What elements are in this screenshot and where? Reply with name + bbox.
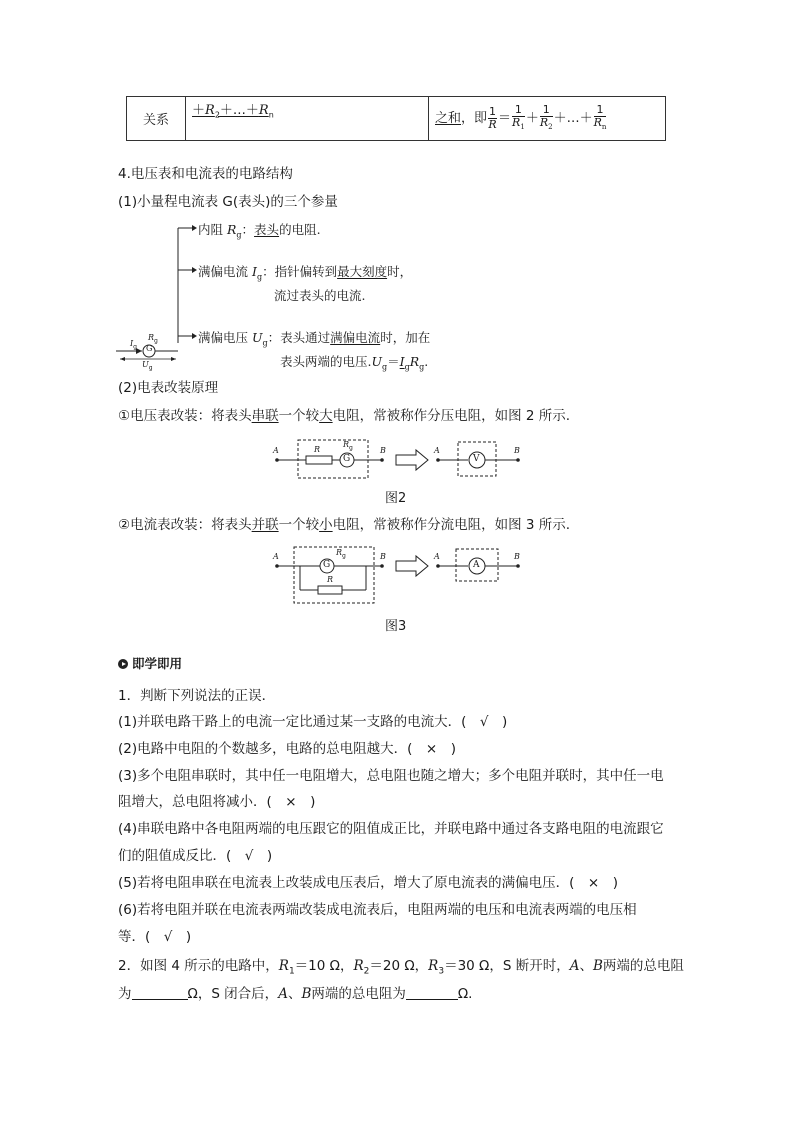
fig3-resistor-label: R (327, 575, 334, 584)
full-scale-current-text-line2: 流过表头的电流. (274, 288, 366, 303)
fig3-node-a: A (273, 552, 279, 561)
voltmeter-symbol: V (473, 454, 480, 464)
fig2-resistor-label: R (314, 445, 321, 454)
relation-label: 关系 (142, 113, 169, 128)
fraction-1-over-R: $\frac{1}{R}$ (488, 105, 497, 131)
figure-3-diagram (270, 544, 530, 606)
fig3-galvanometer-symbol: G (323, 560, 331, 570)
full-scale-current-text: 满偏电流 $I_g$：指针偏转到最大刻度时， (198, 264, 413, 282)
figure-2-caption: 图2 (385, 491, 407, 506)
section-title: 4.电压表和电流表的电路结构 (118, 166, 293, 182)
question-2-line1: 2．如图 4 所示的电路中，$R_1=10$ Ω，$R_2=20$ Ω，$R_3=30$ Ω，S 断开时，A、B两端的总电阻 (118, 958, 684, 977)
fig3-node-a-right: A (434, 552, 440, 561)
figure-3-caption: 图3 (385, 619, 407, 634)
fig2-node-a: A (273, 446, 279, 455)
ug-label: $U_g$ (142, 360, 153, 372)
practice-heading: 即学即用 (118, 654, 182, 672)
series-relation: $+R_2+\dots+R_n$ (192, 103, 274, 120)
subheading-galvanometer: (1)小量程电流表 G(表头)的三个参量 (118, 194, 338, 210)
full-scale-voltage-text: 满偏电压 $U_g$：表头通过满偏电流时，加在 (198, 330, 431, 348)
fig3-node-b-right: B (514, 552, 520, 561)
fig2-node-a-right: A (434, 446, 440, 455)
fig2-rg-label: $R_g$ (343, 440, 353, 452)
statement-2: (2)电路中电阻的个数越多，电路的总电阻越大．( × ) (118, 741, 456, 757)
dots-text: ＋…＋ (553, 111, 593, 126)
statement-4-line2: 们的阻值成反比．( √ ) (118, 848, 273, 864)
fig2-node-b-right: B (514, 446, 520, 455)
comma-text: ，即 (461, 111, 488, 126)
figure-2-diagram (270, 436, 530, 486)
rg-label: $R_g$ (148, 333, 158, 345)
equals-sign: ＝ (498, 111, 512, 126)
relation-table (126, 96, 666, 141)
full-scale-voltage-text-line2: 表头两端的电压$.U_g=I_gR_g$. (280, 354, 429, 372)
fraction-1-over-Rn: $\frac{1}{R_n}$ (593, 102, 607, 132)
fraction-1-over-R2: $\frac{1}{R_2}$ (539, 102, 553, 132)
ammeter-conversion-text: ②电流表改装：将表头并联一个较小电阻，常被称作分流电阻，如图 3 所示. (118, 517, 571, 533)
parallel-relation-prefix: 之和 (435, 111, 462, 126)
statement-6-line1: (6)若将电阻并联在电流表两端改装成电流表后，电阻两端的电压和电流表两端的电压相 (118, 902, 637, 918)
fraction-1-over-R1: $\frac{1}{R_1}$ (512, 102, 525, 132)
question-2-line2: 为 Ω，S 闭合后，A、B两端的总电阻为 Ω. (118, 986, 473, 1002)
question-1: 1．判断下列说法的正误． (118, 688, 276, 704)
answer-blank-1[interactable] (132, 985, 188, 1000)
table-cell-label (127, 97, 186, 141)
ammeter-symbol: A (473, 560, 480, 570)
galvanometer-symbol: G (146, 344, 153, 353)
plus-sign: ＋ (525, 111, 539, 126)
voltmeter-conversion-text: ①电压表改装：将表头串联一个较大电阻，常被称作分压电阻，如图 2 所示. (118, 408, 571, 424)
statement-3-line1: (3)多个电阻串联时，其中任一电阻增大，总电阻也随之增大；多个电阻并联时，其中任一电 (118, 768, 664, 784)
internal-resistance-text: 内阻 $R_g$：表头的电阻. (198, 222, 321, 240)
answer-blank-2[interactable] (406, 985, 458, 1000)
play-bullet-icon (118, 659, 128, 669)
fig2-node-b: B (380, 446, 386, 455)
fig3-node-b: B (380, 552, 386, 561)
table-cell-parallel (429, 97, 666, 141)
statement-3-line2: 阻增大，总电阻将减小．( × ) (118, 794, 316, 810)
subheading-conversion: (2)电表改装原理 (118, 380, 219, 396)
table-cell-series (186, 97, 429, 141)
statement-6-line2: 等．( √ ) (118, 929, 192, 945)
statement-4-line1: (4)串联电路中各电阻两端的电压跟它的阻值成正比，并联电路中通过各支路电阻的电流跟它 (118, 821, 664, 837)
galvanometer-diagram (116, 218, 476, 372)
fig2-galvanometer-symbol: G (343, 454, 351, 464)
statement-5: (5)若将电阻串联在电流表上改装成电压表后，增大了原电流表的满偏电压．( × ) (118, 875, 618, 891)
ig-label: $I_g$ (130, 339, 137, 351)
statement-1: (1)并联电路干路上的电流一定比通过某一支路的电流大．( √ ) (118, 714, 508, 730)
fig3-rg-label: $R_g$ (336, 548, 346, 560)
